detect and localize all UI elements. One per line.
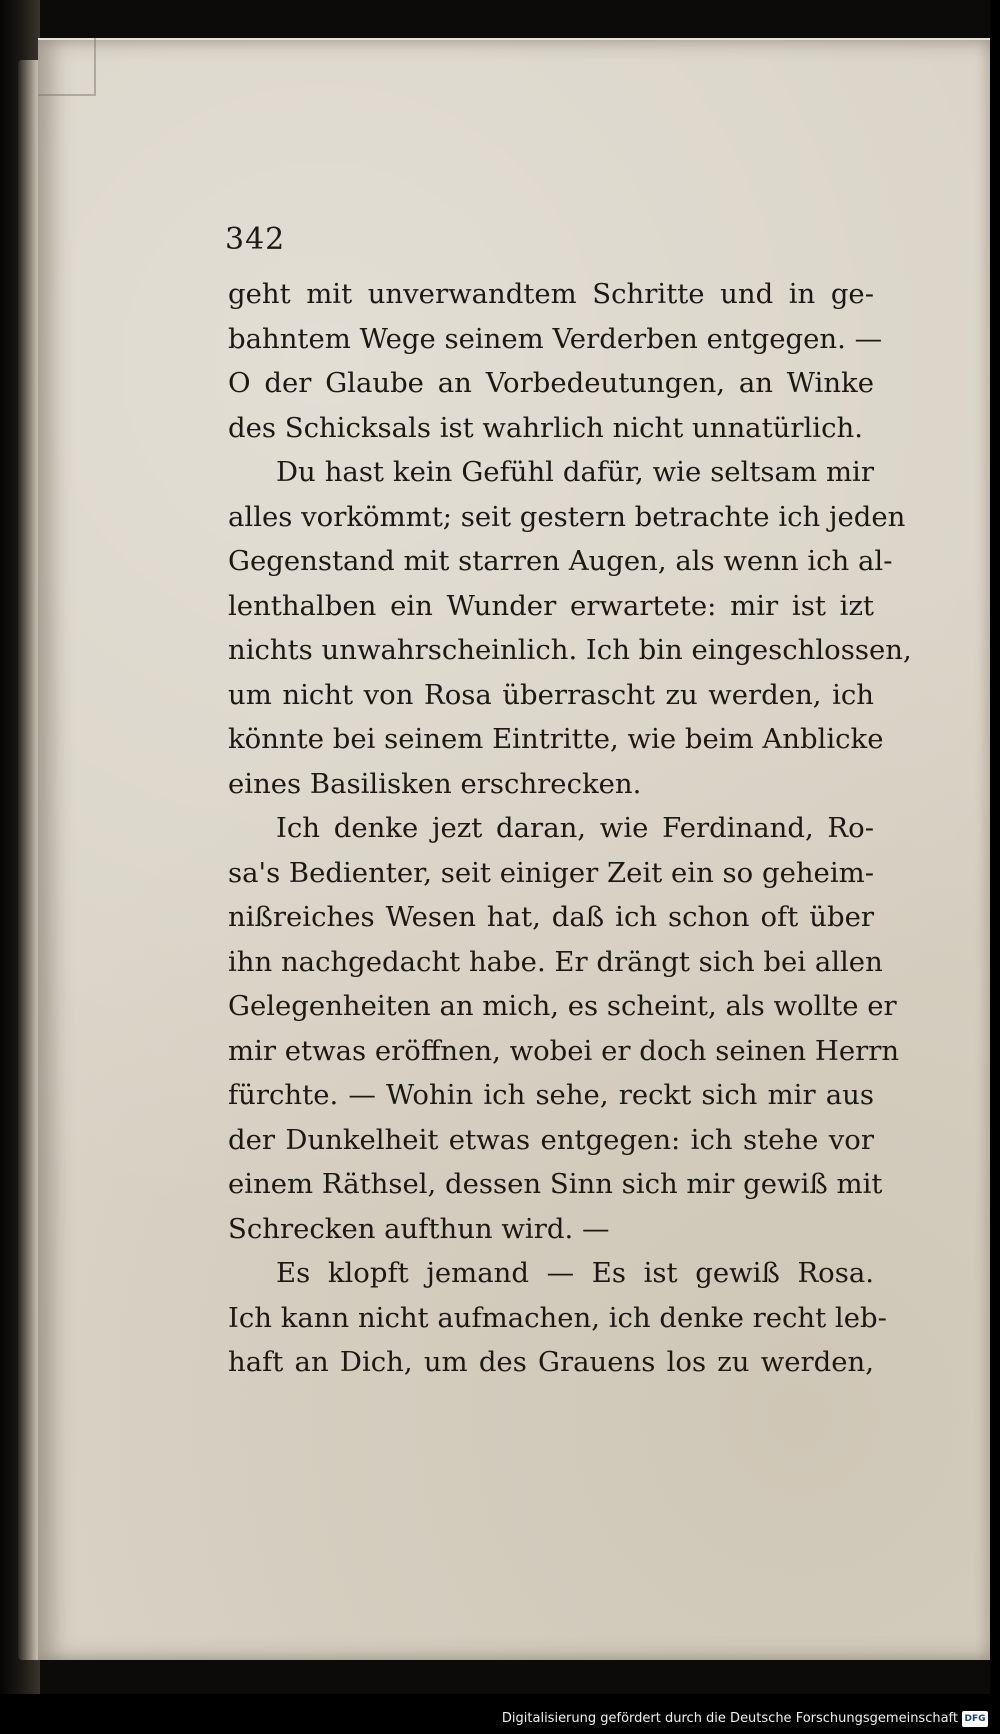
text-line: mir etwas eröffnen, wobei er doch seinen Herrn — [228, 1034, 900, 1067]
text-line: um nicht von Rosa überrascht zu werden, ich — [228, 678, 874, 711]
scan-border — [990, 0, 1000, 1734]
text-line: O der Glaube an Vorbedeutungen, an Winke — [228, 367, 874, 399]
page-text — [228, 272, 912, 1385]
page-corner-fold — [38, 38, 96, 96]
text-line: Gegenstand mit starren Augen, als wenn ich al- — [228, 545, 893, 577]
text-line: könnte bei seinem Eintritte, wie beim Anblicke — [228, 723, 884, 755]
text-line: nißreiches Wesen hat, daß ich schon oft über — [228, 901, 874, 933]
text-line: eines Basilisken erschrecken. — [228, 767, 642, 800]
text-line: Ich denke jezt daran, wie Ferdinand, Ro- — [276, 812, 874, 844]
dfg-logo-icon: DFG — [962, 1711, 988, 1727]
text-line: nichts unwahrscheinlich. Ich bin eingeschlossen, — [228, 634, 912, 666]
text-line: ihn nachgedacht habe. Er drängt sich bei allen — [228, 945, 883, 978]
funding-credit: Digitalisierung gefördert durch die Deutsche Forschungsgemeinschaft — [501, 1711, 958, 1726]
text-line: fürchte. — Wohin ich sehe, reckt sich mir aus — [228, 1079, 874, 1111]
digitization-footer — [0, 1694, 1000, 1734]
text-line: geht mit unverwandtem Schritte und in ge- — [228, 278, 874, 310]
text-line: bahntem Wege seinem Verderben entgegen. — — [228, 322, 883, 355]
text-line: der Dunkelheit etwas entgegen: ich stehe vor — [228, 1123, 874, 1156]
text-line: sa's Bedienter, seit einiger Zeit ein so geheim- — [228, 856, 874, 889]
text-line: Ich kann nicht aufmachen, ich denke recht leb- — [228, 1301, 887, 1334]
text-line: Du hast kein Gefühl dafür, wie seltsam mir — [276, 456, 874, 488]
text-line: Schrecken aufthun wird. — — [228, 1212, 610, 1245]
text-line: alles vorkömmt; seit gestern betrachte ich jeden — [228, 500, 906, 533]
text-line: des Schicksals ist wahrlich nicht unnatürlich. — [228, 411, 863, 444]
page-number: 342 — [225, 222, 286, 257]
text-line: Gelegenheiten an mich, es scheint, als wollte er — [228, 990, 897, 1022]
text-line: lenthalben ein Wunder erwartete: mir ist izt — [228, 589, 874, 622]
text-line: Es klopft jemand — Es ist gewiß Rosa. — [276, 1257, 874, 1289]
text-line: haft an Dich, um des Grauens los zu werden, — [228, 1346, 874, 1378]
text-line: einem Räthsel, dessen Sinn sich mir gewiß mit — [228, 1168, 883, 1200]
